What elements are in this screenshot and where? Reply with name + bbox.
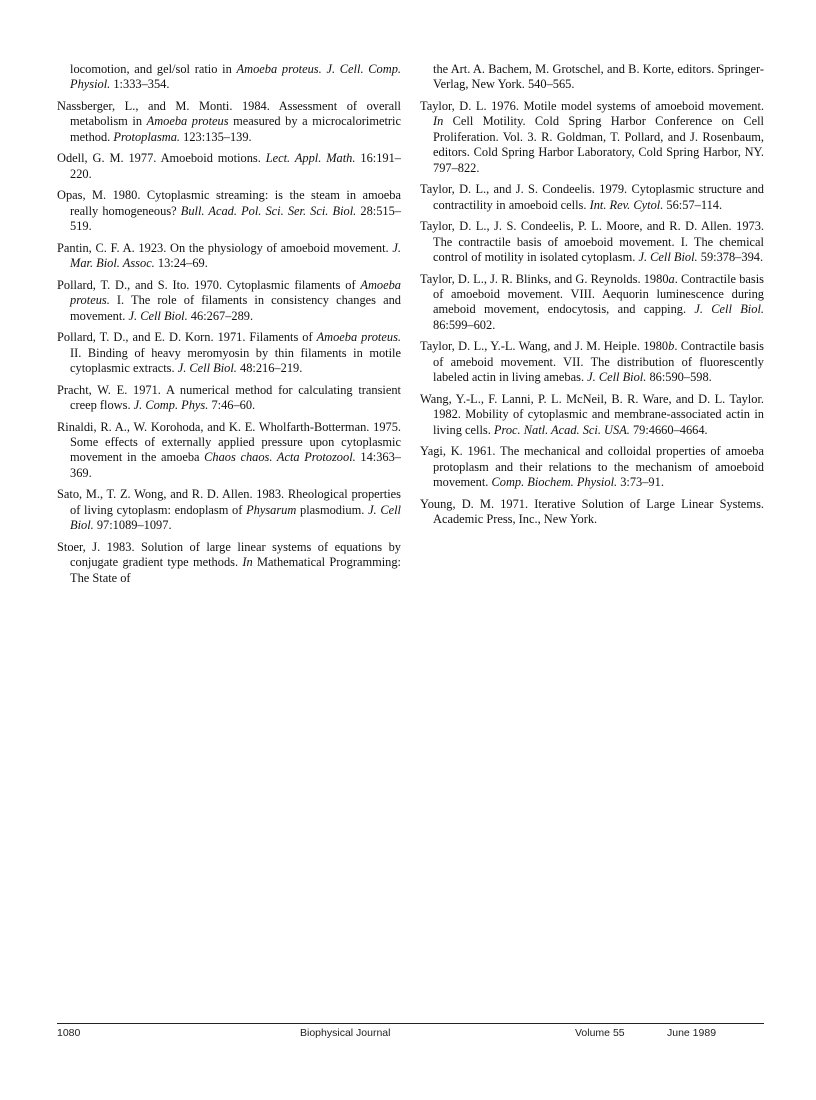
references-left-column xyxy=(57,62,401,592)
reference-entry xyxy=(57,241,401,272)
reference-text: Mathematical Programming: The State of xyxy=(70,555,401,585)
reference-entry xyxy=(420,497,764,528)
reference-italic-text: Physarum xyxy=(246,502,297,517)
reference-text: Cell Motility. Cold Spring Harbor Conference on Cell Proliferation. Vol. 3. R. Goldman, T. Pollard, and J. Rosenbaum, editors. Cold Spring Harbor Laboratory, Cold Spring Harbor, NY. 797–822. xyxy=(433,114,764,175)
reference-italic-text: Proc. Natl. Acad. Sci. USA. xyxy=(493,422,630,437)
reference-entry xyxy=(57,383,401,414)
reference-text: 13:24–69. xyxy=(154,256,208,271)
reference-text: 14:363–369. xyxy=(70,450,401,480)
reference-italic-text: J. Cell Biol. xyxy=(587,370,647,385)
reference-text: Taylor, D. L., J. R. Blinks, and G. Reynolds. 1980 xyxy=(420,271,669,286)
reference-italic-text: Chaos chaos. Acta Protozool. xyxy=(204,450,356,465)
reference-entry xyxy=(57,99,401,145)
page-number: 1080 xyxy=(57,1027,81,1039)
reference-text: plasmodium. xyxy=(296,502,369,517)
reference-italic-text: Comp. Biochem. Physiol. xyxy=(491,475,618,490)
reference-italic-text: J. Cell Biol. xyxy=(128,308,188,323)
reference-italic-text: Lect. Appl. Math. xyxy=(265,151,356,166)
reference-text: Pollard, T. D., and E. D. Korn. 1971. Filaments of xyxy=(57,330,317,345)
reference-text: Sato, M., T. Z. Wong, and R. D. Allen. 1983. Rheological properties of living cytoplasm: endoplasm of xyxy=(57,487,401,517)
reference-text: Young, D. M. 1971. Iterative Solution of Large Linear Systems. Academic Press, Inc., New York. xyxy=(420,496,764,527)
reference-entry xyxy=(57,151,401,182)
reference-italic-text: J. Cell Biol. xyxy=(638,250,698,265)
reference-entry xyxy=(420,339,764,385)
reference-italic-text: J. Cell Biol. xyxy=(694,302,764,317)
reference-text: locomotion, and gel/sol ratio in xyxy=(70,62,237,76)
reference-entry xyxy=(420,392,764,438)
reference-italic-text: In xyxy=(242,555,253,570)
footer-rule xyxy=(57,1023,764,1024)
reference-italic-text: In xyxy=(433,114,444,129)
reference-text: 56:57–114. xyxy=(663,197,723,212)
reference-text: 16:191–220. xyxy=(70,151,401,181)
reference-text: I. The role of filaments in consistency changes and movement. xyxy=(70,293,401,323)
reference-italic-text: a xyxy=(668,271,675,286)
reference-text: Rinaldi, R. A., W. Korohoda, and K. E. Wholfarth-Botterman. 1975. Some effects of externally applied pressure upon cytoplasmic movement in the amoeba xyxy=(57,419,401,465)
reference-italic-text: b xyxy=(668,339,675,354)
reference-text: Taylor, D. L., and J. S. Condeelis. 1979. Cytoplasmic structure and contractility in amoeboid cells. xyxy=(420,182,764,212)
reference-text: Taylor, D. L. 1976. Motile model systems of amoeboid movement. xyxy=(420,99,764,113)
reference-text: Pollard, T. D., and S. Ito. 1970. Cytoplasmic filaments of xyxy=(57,277,361,292)
volume-number: Volume 55 xyxy=(575,1027,625,1039)
reference-text: Wang, Y.-L., F. Lanni, P. L. McNeil, B. R. Ware, and D. L. Taylor. 1982. Mobility of cytoplasmic and membrane-associated actin in living cells. xyxy=(420,391,764,437)
reference-text: 86:599–602. xyxy=(433,317,496,332)
reference-text: Nassberger, L., and M. Monti. 1984. Assessment of overall metabolism in xyxy=(57,99,401,129)
reference-text: measured by a microcalorimetric method. xyxy=(70,114,401,144)
reference-text: Yagi, K. 1961. The mechanical and colloidal properties of amoeba protoplasm and their relations to the mechanism of amoeboid movement. xyxy=(420,444,764,490)
reference-text: 7:46–60. xyxy=(208,398,256,413)
reference-italic-text: Amoeba proteus. xyxy=(70,277,401,308)
reference-text: 97:1089–1097. xyxy=(93,518,172,533)
reference-text: 59:378–394. xyxy=(697,250,764,265)
reference-entry xyxy=(57,420,401,482)
reference-entry xyxy=(420,99,764,176)
reference-italic-text: J. Comp. Phys. xyxy=(133,398,209,413)
reference-text: the Art. A. Bachem, M. Grotschel, and B. Korte, editors. Springer-Verlag, New York. 540–565. xyxy=(433,62,764,92)
reference-text: Odell, G. M. 1977. Amoeboid motions. xyxy=(57,151,266,166)
reference-text: . Contractile basis of ameboid movement. VII. The distribution of fluorescently labeled actin in living amebas. xyxy=(433,339,765,385)
reference-text: II. Binding of heavy meromyosin by thin filaments in motile cytoplasmic extracts. xyxy=(70,345,401,376)
reference-text: Pantin, C. F. A. 1923. On the physiology of amoeboid movement. xyxy=(57,240,393,255)
reference-text: 28:515–519. xyxy=(70,203,401,234)
reference-text: Taylor, D. L., Y.-L. Wang, and J. M. Heiple. 1980 xyxy=(420,339,669,354)
reference-entry xyxy=(57,278,401,324)
reference-text: 1:333–354. xyxy=(110,77,170,92)
reference-entry xyxy=(420,62,764,93)
references-right-column xyxy=(420,62,764,534)
reference-text: 46:267–289. xyxy=(187,308,254,323)
reference-italic-text: Bull. Acad. Pol. Sci. Ser. Sci. Biol. xyxy=(180,203,357,218)
reference-italic-text: J. Cell Biol. xyxy=(70,502,401,533)
reference-text: 48:216–219. xyxy=(236,361,303,376)
reference-entry xyxy=(420,182,764,213)
reference-entry xyxy=(57,188,401,234)
reference-text: Pracht, W. E. 1971. A numerical method for calculating transient creep flows. xyxy=(57,382,401,413)
reference-text: 3:73–91. xyxy=(617,475,664,490)
reference-entry xyxy=(57,330,401,376)
journal-name: Biophysical Journal xyxy=(300,1027,391,1039)
reference-text: 79:4660–4664. xyxy=(629,422,708,437)
reference-text: Taylor, D. L., J. S. Condeelis, P. L. Moore, and R. D. Allen. 1973. The contractile basis of amoeboid movement. I. The chemical control of motility in isolated cytoplasm. xyxy=(420,219,764,265)
reference-entry xyxy=(57,487,401,533)
reference-italic-text: Amoeba proteus. J. Cell. Comp. Physiol. xyxy=(70,62,401,92)
reference-italic-text: Int. Rev. Cytol. xyxy=(589,197,664,212)
reference-entry xyxy=(420,444,764,490)
issue-date: June 1989 xyxy=(667,1027,717,1039)
reference-entry xyxy=(420,219,764,265)
reference-italic-text: Amoeba proteus. xyxy=(316,330,401,345)
reference-entry xyxy=(420,272,764,334)
reference-italic-text: J. Cell Biol. xyxy=(177,361,237,376)
reference-text: 123:135–139. xyxy=(180,129,252,144)
reference-italic-text: Protoplasma. xyxy=(113,129,181,144)
reference-entry xyxy=(57,540,401,586)
reference-text: . Contractile basis of amoeboid movement. VIII. Aequorin luminescence during ameboid movement, endocytosis, and capping. xyxy=(433,271,764,317)
reference-text: Stoer, J. 1983. Solution of large linear systems of equations by conjugate gradient type methods. xyxy=(57,539,401,570)
reference-text: Opas, M. 1980. Cytoplasmic streaming: is the steam in amoeba really homogeneous? xyxy=(57,188,401,218)
reference-text: 86:590–598. xyxy=(646,370,712,385)
reference-italic-text: Amoeba proteus xyxy=(146,114,229,129)
reference-entry xyxy=(57,62,401,93)
reference-italic-text: J. Mar. Biol. Assoc. xyxy=(70,240,401,271)
